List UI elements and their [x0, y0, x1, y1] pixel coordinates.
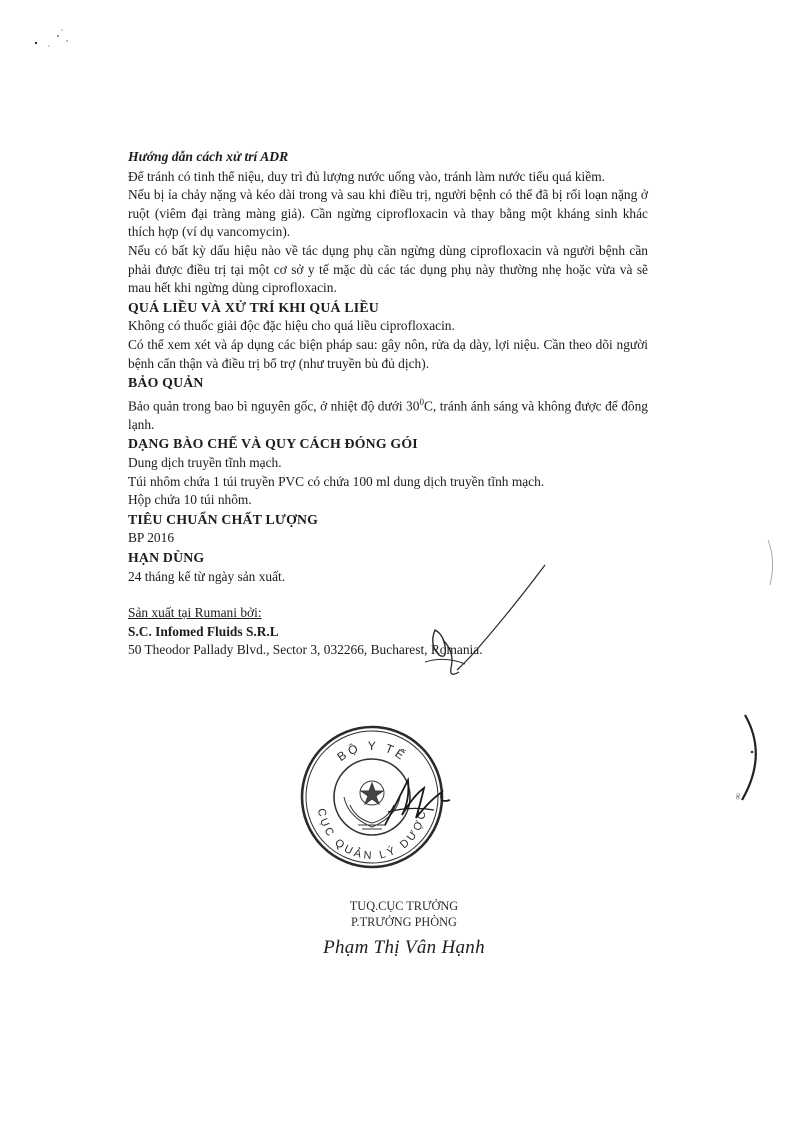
- expiry-heading: HẠN DÙNG: [128, 549, 205, 565]
- official-name: Phạm Thị Vân Hạnh: [323, 937, 485, 958]
- storage-degree: 0: [419, 396, 424, 407]
- official-title-1: TUQ.CỤC TRƯỞNG: [349, 899, 459, 913]
- form-paragraph-3: Hộp chứa 10 túi nhôm.: [128, 492, 252, 508]
- overdose-paragraph-1: Không có thuốc giải độc đặc hiệu cho quá liều ciprofloxacin.: [128, 318, 455, 334]
- spacer: [128, 586, 648, 604]
- storage-text: [128, 393, 648, 435]
- quality-heading: TIÊU CHUẨN CHẤT LƯỢNG: [128, 511, 319, 527]
- form-paragraph-2: Túi nhôm chứa 1 túi truyền PVC có chứa 100 ml dung dịch truyền tĩnh mạch.: [128, 473, 545, 489]
- overdose-heading: QUÁ LIỀU VÀ XỬ TRÍ KHI QUÁ LIỀU: [128, 299, 379, 315]
- storage-heading: BẢO QUẢN: [128, 375, 204, 391]
- adr-paragraph-3: Nếu có bất kỳ dấu hiệu nào về tác dụng phụ cần ngừng dùng ciprofloxacin và người bệnh cần phải được điều trị tại một cơ sở y tế mặc dù các tác dụng phụ này thường nhẹ hoặc vừa và sẽ mau hết khi ngừng dùng ciprofloxacin.: [128, 242, 648, 296]
- manufacturer-address: 50 Theodor Pallady Blvd., Sector 3, 032266, Bucharest, Romania.: [128, 642, 483, 658]
- storage-text-after: C, tránh ánh sáng và không được để đông lạnh.: [128, 398, 648, 432]
- official-signature-icon: [380, 770, 460, 830]
- manufacturer-label: Sản xuất tại Rumani bởi:: [128, 605, 262, 621]
- manufacturer-signature-icon: [395, 560, 555, 690]
- overdose-paragraph-2: Có thể xem xét và áp dụng các biện pháp sau: gây nôn, rửa dạ dày, lợi niệu. Cần theo dõi người bệnh cẩn thận và điều trị bổ trợ (như truyền bù đủ dịch).: [128, 336, 648, 371]
- seal-bottom-text: CỤC QUẢN LÝ DƯỢC: [314, 807, 430, 863]
- storage-text-before: Bảo quản trong bao bì nguyên gốc, ở nhiệt độ dưới 30: [128, 398, 420, 414]
- form-paragraph-1: Dung dịch truyền tĩnh mạch.: [128, 454, 282, 470]
- official-signature-block: [300, 898, 508, 962]
- svg-text:∞: ∞: [732, 792, 744, 801]
- quality-text: BP 2016: [128, 530, 175, 546]
- expiry-text: 24 tháng kể từ ngày sản xuất.: [128, 568, 286, 584]
- official-title-2: P.TRƯỞNG PHÒNG: [351, 915, 457, 929]
- form-heading: DẠNG BÀO CHẾ VÀ QUY CÁCH ĐÓNG GÓI: [128, 436, 418, 452]
- manufacturer-name: S.C. Infomed Fluids S.R.L: [128, 623, 279, 639]
- adr-paragraph-2: Nếu bị ỉa chảy nặng và kéo dài trong và sau khi điều trị, người bệnh có thể đã bị rối loạn nặng ở ruột (viêm đại tràng màng giả). Cần ngừng ciprofloxacin và thay bằng một kháng sinh khác thích hợp (ví dụ vancomycin).: [128, 187, 648, 240]
- document-body: [128, 148, 648, 660]
- seal-top-text: BỘ Y TẾ: [334, 738, 410, 764]
- adr-paragraph-1: Để tránh có tinh thể niệu, duy trì đủ lượng nước uống vào, tránh làm nước tiểu quá kiềm.: [128, 168, 605, 184]
- adr-heading: Hướng dẫn cách xử trí ADR: [128, 149, 289, 164]
